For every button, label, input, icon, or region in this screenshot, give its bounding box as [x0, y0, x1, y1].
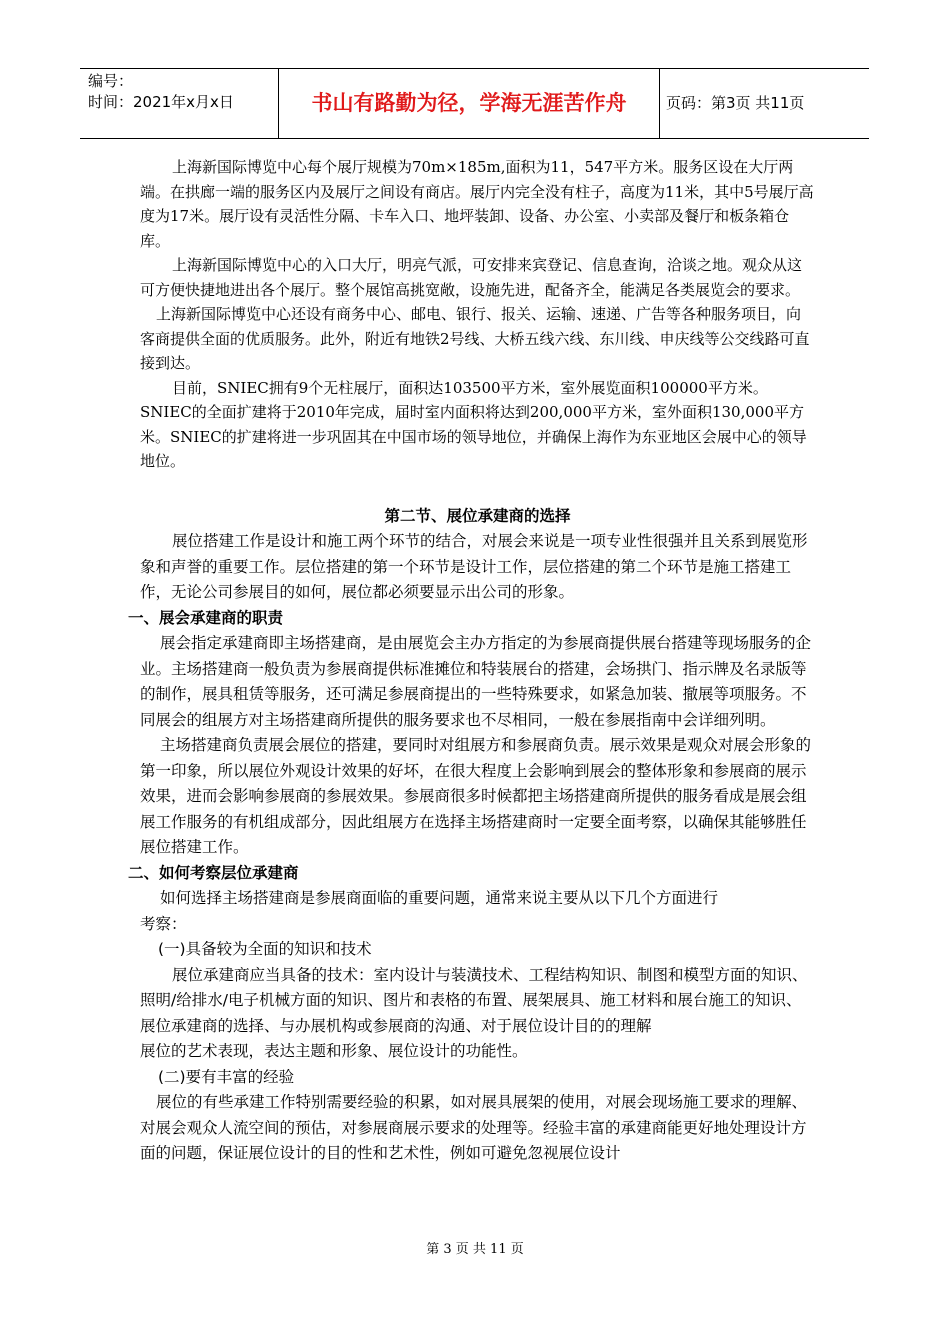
intro-paragraph-1: 上海新国际博览中心每个展厅规模为70m×185m,面积为11，547平方米。服务区设在大厅两端。在拱廊一端的服务区内及展厅之间设有商店。展厅内完全没有柱子，高度为11米，其中5号展厅高度为17米。展厅设有灵活性分隔、卡车入口、地坪装卸、设备、办公室、小卖部及餐厅和板条箱仓库。: [140, 158, 814, 250]
heading-responsibilities: 一、展会承建商的职责: [128, 608, 284, 627]
page-header: [80, 68, 869, 139]
document-body: [128, 155, 815, 1167]
header-page-label: 页码：第3页 共11页: [666, 94, 805, 112]
intro-paragraph-2: 上海新国际博览中心的入口大厅，明亮气派，可安排来宾登记、信息查询，洽谈之地。观众从这可方便快捷地进出各个展厅。整个展馆高挑宽敞，设施先进，配备齐全，能满足各类展览会的要求。: [140, 256, 803, 299]
header-motto: 书山有路勤为径，学海无涯苦作舟: [278, 69, 660, 138]
responsibilities-paragraph-2: 主场搭建商负责展会展位的搭建，要同时对组展方和参展商负责。展示效果是观众对展会形象的第一印象，所以展位外观设计效果的好坏，在很大程度上会影响到展会的整体形象和参展商的展示效果，进而会影响参展商的参展效果。参展商很多时候都把主场搭建商所提供的服务看成是展会组展工作服务的有机组成部分，因此组展方在选择主场搭建商时一定要全面考察，以确保其能够胜任展位搭建工作。: [140, 736, 812, 856]
evaluation-intro: [140, 886, 815, 912]
subheading-experience: (二)要有丰富的经验: [158, 1067, 295, 1086]
page-footer: 第 3 页 共 11 页: [426, 1242, 524, 1257]
knowledge-paragraph-tail: 展位的艺术表现，表达主题和形象、展位设计的功能性。: [140, 1042, 528, 1060]
section-intro: 展位搭建工作是设计和施工两个环节的结合，对展会来说是一项专业性很强并且关系到展览形象和声誉的重要工作。层位搭建的第一个环节是设计工作，层位搭建的第二个环节是施工搭建工作，无论公司参展目的如何，展位都必须要显示出公司的形象。: [140, 532, 808, 601]
intro-paragraph-3: 上海新国际博览中心还设有商务中心、邮电、银行、报关、运输、速递、广告等各种服务项目，向客商提供全面的优质服务。此外，附近有地铁2号线、大桥五线六线、东川线、申庆线等公交线路可直接到达。: [140, 305, 810, 372]
header-number-label: 编号：: [88, 72, 134, 90]
heading-evaluation: 二、如何考察层位承建商: [128, 863, 299, 882]
evaluation-intro-text: 如何选择主场搭建商是参展商面临的重要问题，通常来说主要从以下几个方面进行: [160, 889, 719, 907]
intro-paragraph-4: 目前，SNIEC拥有9个无柱展厅，面积达103500平方米，室外展览面积100000平方米。SNIEC的全面扩建将于2010年完成，届时室内面积将达到200,000平方米，室外面积130,000平方米。SNIEC的扩建将进一步巩固其在中国市场的领导地位，并确保上海作为东亚地区会展中心的领导地位。: [140, 378, 807, 470]
responsibilities-paragraph-1: 展会指定承建商即主场搭建商，是由展览会主办方指定的为参展商提供展台搭建等现场服务的企业。主场搭建商一般负责为参展商提供标准摊位和特装展台的搭建，会场拱门、指示牌及名录版等的制作，展具租赁等服务，还可满足参展商提出的一些特殊要求，如紧急加装、撤展等项服务。不同展会的组展方对主场搭建商所提供的服务要求也不尽相同，一般在参展指南中会详细列明。: [140, 634, 812, 729]
evaluation-intro-tail: 考察：: [140, 914, 187, 933]
knowledge-paragraph: 展位承建商应当具备的技术：室内设计与装潢技术、工程结构知识、制图和模型方面的知识、照明/给排水/电子机械方面的知识、图片和表格的布置、展架展具、施工材料和展台施工的知识、展位承建商的选择、与办展机构或参展商的沟通、对于展位设计目的的理解: [140, 965, 808, 1035]
subheading-knowledge: (一)具备较为全面的知识和技术: [158, 940, 372, 958]
experience-paragraph: 展位的有些承建工作特别需要经验的积累，如对展具展架的使用，对展会现场施工要求的理解、对展会观众人流空间的预估，对参展商展示要求的处理等。经验丰富的承建商能更好地处理设计方面的问题，保证展位设计的目的性和艺术性，例如可避免忽视展位设计: [140, 1093, 808, 1162]
header-meta: [80, 69, 278, 140]
header-time-label: 时间：2021年x月x日: [88, 93, 234, 111]
section-title: 第二节、展位承建商的选择: [384, 506, 571, 525]
